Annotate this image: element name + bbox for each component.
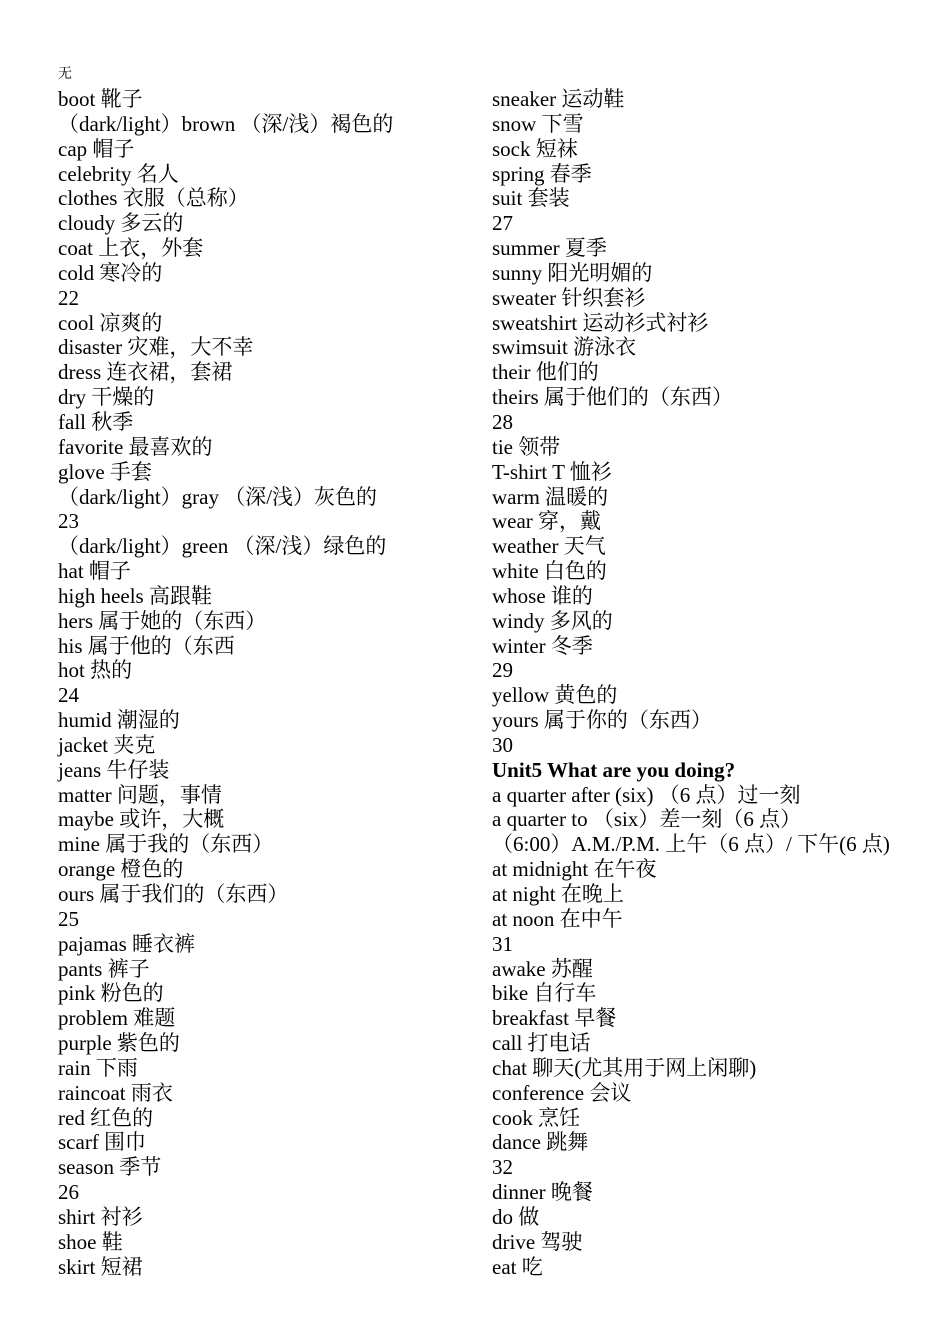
vocab-entry: dress 连衣裙，套裙 <box>58 360 233 385</box>
vocab-entry: dinner 晚餐 <box>492 1180 593 1205</box>
vocab-entry: 27 <box>492 211 513 236</box>
vocab-entry: favorite 最喜欢的 <box>58 434 213 459</box>
vocab-entry: mine 属于我的（东西） <box>58 832 274 857</box>
vocab-entry: （6:00）A.M./P.M. 上午（6 点）/ 下午(6 点) <box>492 832 890 857</box>
vocab-entry: wear 穿，戴 <box>492 509 602 534</box>
vocab-entry: fall 秋季 <box>58 409 134 434</box>
vocab-entry: snow 下雪 <box>492 111 584 136</box>
vocab-entry: sunny 阳光明媚的 <box>492 260 653 285</box>
vocab-entry: 26 <box>58 1180 79 1205</box>
vocab-entry: dry 干燥的 <box>58 385 155 410</box>
vocab-entry: weather 天气 <box>492 534 606 559</box>
vocab-entry: shirt 衬衫 <box>58 1204 143 1229</box>
vocab-entry: boot 靴子 <box>58 87 143 111</box>
vocab-entry: breakfast 早餐 <box>492 1006 617 1031</box>
vocab-entry: awake 苏醒 <box>492 956 593 981</box>
vocab-entry: whose 谁的 <box>492 583 593 608</box>
vocab-entry: orange 橙色的 <box>58 857 184 882</box>
vocab-entry: （dark/light）gray （深/浅）灰色的 <box>58 484 378 509</box>
vocab-entry: 24 <box>58 683 79 708</box>
vocab-entry: 31 <box>492 931 513 956</box>
vocab-entry: his 属于他的（东西 <box>58 633 235 658</box>
left-column <box>58 87 478 1280</box>
vocab-entry: yours 属于你的（东西） <box>492 708 712 733</box>
vocab-entry: celebrity 名人 <box>58 161 179 186</box>
vocab-entry: raincoat 雨衣 <box>58 1080 173 1105</box>
vocab-entry: suit 套装 <box>492 186 570 211</box>
vocab-entry: winter 冬季 <box>492 633 593 658</box>
vocab-entry: theirs 属于他们的（东西） <box>492 385 733 410</box>
vocab-entry: do 做 <box>492 1204 540 1229</box>
vocab-entry: （dark/light）brown （深/浅）褐色的 <box>58 111 394 136</box>
vocab-entry: maybe 或许，大概 <box>58 807 225 832</box>
vocab-entry: call 打电话 <box>492 1031 591 1056</box>
vocab-entry: jacket 夹克 <box>58 732 156 757</box>
vocab-entry: at midnight 在午夜 <box>492 857 657 882</box>
vocab-entry: season 季节 <box>58 1155 162 1180</box>
vocab-entry: pants 裤子 <box>58 956 150 981</box>
vocab-entry: cloudy 多云的 <box>58 211 184 236</box>
vocab-entry: sweatshirt 运动衫式衬衫 <box>492 310 709 335</box>
vocab-entry: humid 潮湿的 <box>58 708 180 733</box>
vocab-entry: cold 寒冷的 <box>58 260 163 285</box>
vocab-entry: white 白色的 <box>492 559 607 584</box>
vocab-entry: hat 帽子 <box>58 559 131 584</box>
vocab-entry: summer 夏季 <box>492 236 607 261</box>
vocab-entry: 29 <box>492 658 513 683</box>
vocab-entry: scarf 围巾 <box>58 1130 147 1155</box>
right-column <box>492 87 932 1280</box>
vocab-entry: cap 帽子 <box>58 136 135 161</box>
vocab-entry: matter 问题，事情 <box>58 782 222 807</box>
vocab-entry: at noon 在中午 <box>492 906 623 931</box>
vocab-entry: rain 下雨 <box>58 1055 138 1080</box>
vocab-entry: sneaker 运动鞋 <box>492 87 625 111</box>
vocab-entry: 22 <box>58 285 79 310</box>
vocab-entry: swimsuit 游泳衣 <box>492 335 637 360</box>
vocab-entry: windy 多风的 <box>492 608 613 633</box>
vocab-entry: red 红色的 <box>58 1105 154 1130</box>
vocab-entry: skirt 短裙 <box>58 1254 143 1279</box>
vocab-entry: dance 跳舞 <box>492 1130 589 1155</box>
vocab-entry: hers 属于她的（东西） <box>58 608 267 633</box>
vocab-entry: 32 <box>492 1155 513 1180</box>
vocab-entry: cool 凉爽的 <box>58 310 163 335</box>
vocab-entry: tie 领带 <box>492 434 561 459</box>
vocab-entry: T-shirt T 恤衫 <box>492 459 612 484</box>
vocab-entry: at night 在晚上 <box>492 882 624 906</box>
vocab-entry: a quarter after (six) （6 点）过一刻 <box>492 782 801 807</box>
vocab-entry: yellow 黄色的 <box>492 683 618 708</box>
vocab-entry: conference 会议 <box>492 1080 632 1105</box>
vocab-entry: drive 驾驶 <box>492 1229 583 1254</box>
vocab-entry: a quarter to （six）差一刻（6 点） <box>492 807 802 832</box>
vocab-entry: cook 烹饪 <box>492 1105 581 1130</box>
vocab-entry: pink 粉色的 <box>58 981 164 1006</box>
vocab-entry: spring 春季 <box>492 161 592 186</box>
vocab-entry: 28 <box>492 409 513 434</box>
vocab-entry: problem 难题 <box>58 1006 176 1031</box>
vocab-entry: high heels 高跟鞋 <box>58 583 212 608</box>
vocab-entry: shoe 鞋 <box>58 1229 123 1254</box>
vocab-entry: chat 聊天(尤其用于网上闲聊) <box>492 1055 757 1080</box>
vocab-entry: hot 热的 <box>58 658 133 683</box>
vocab-entry: 25 <box>58 906 79 931</box>
vocab-entry: clothes 衣服（总称） <box>58 186 249 211</box>
vocab-entry: jeans 牛仔装 <box>58 757 170 782</box>
vocab-entry: 30 <box>492 732 513 757</box>
vocab-entry: glove 手套 <box>58 459 152 484</box>
vocab-entry: disaster 灾难，大不幸 <box>58 335 254 360</box>
vocab-entry: eat 吃 <box>492 1254 543 1279</box>
vocab-entry: ours 属于我们的（东西） <box>58 882 289 906</box>
vocab-entry: coat 上衣，外套 <box>58 236 204 261</box>
vocab-entry: 23 <box>58 509 79 534</box>
vocab-entry: sock 短袜 <box>492 136 578 161</box>
vocab-entry: bike 自行车 <box>492 981 597 1006</box>
vocab-entry: purple 紫色的 <box>58 1031 180 1056</box>
vocab-entry: sweater 针织套衫 <box>492 285 646 310</box>
vocab-entry: （dark/light）green （深/浅）绿色的 <box>58 534 387 559</box>
vocab-entry: pajamas 睡衣裤 <box>58 931 196 956</box>
unit-heading: Unit5 What are you doing? <box>492 757 736 782</box>
vocab-entry: warm 温暖的 <box>492 484 609 509</box>
vocab-entry: their 他们的 <box>492 360 599 385</box>
header-mark: 无 <box>58 67 72 82</box>
